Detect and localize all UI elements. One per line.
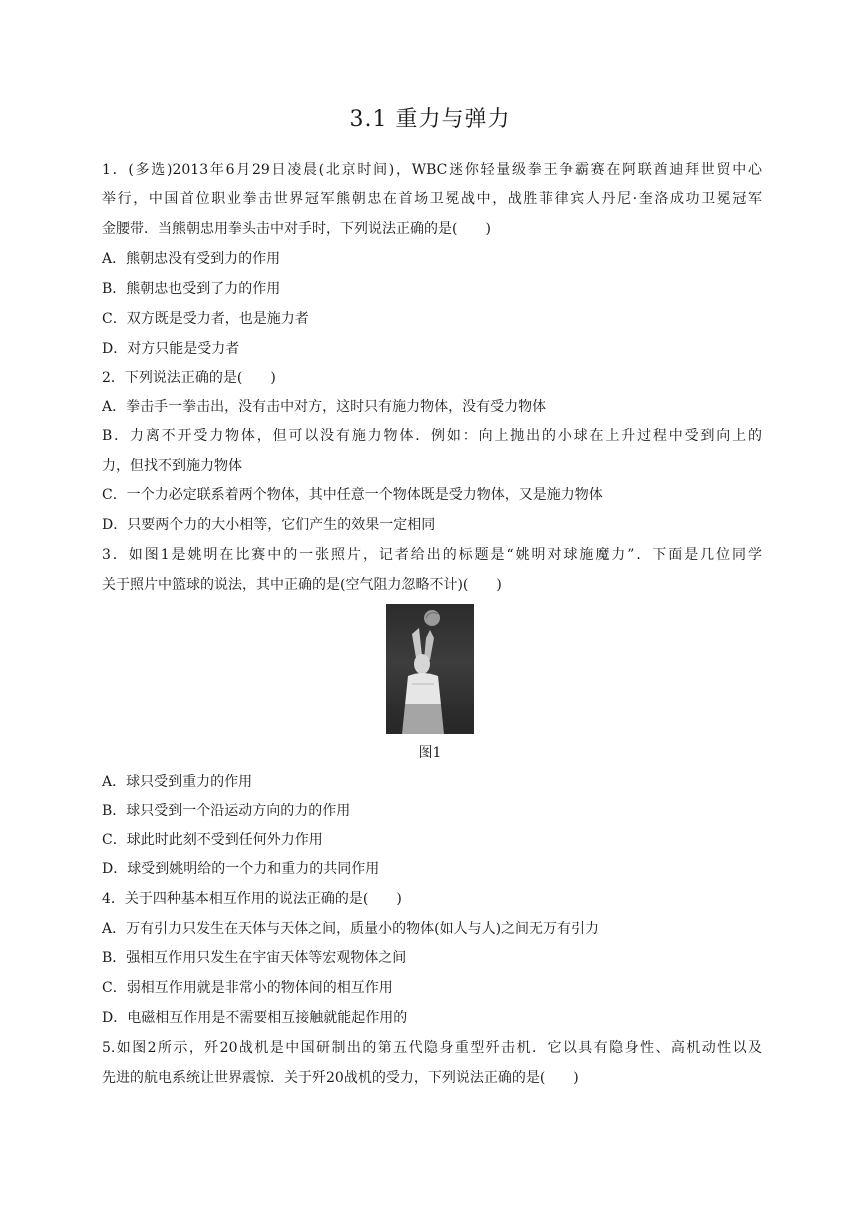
question-2-option-a: A．拳击手一拳击出，没有击中对方，这时只有施力物体，没有受力物体 <box>102 399 547 415</box>
question-4-option-b: B．强相互作用只发生在宇宙天体等宏观物体之间 <box>102 950 407 966</box>
question-2-option-b-line-1: B．力离不开受力物体，但可以没有施力物体．例如：向上抛出的小球在上升过程中受到向上的 <box>102 428 762 444</box>
question-1-option-a: A．熊朝忠没有受到力的作用 <box>102 251 281 267</box>
question-4-option-a: A．万有引力只发生在天体与天体之间，质量小的物体(如人与人)之间无万有引力 <box>102 921 600 937</box>
question-2-option-d: D．只要两个力的大小相等，它们产生的效果一定相同 <box>102 517 436 533</box>
question-1-stem-line-1: 1．(多选)2013年6月29日凌晨(北京时间)，WBC迷你轻量级拳王争霸赛在阿联酋迪拜世贸中心 <box>102 162 762 178</box>
basketball-player-photo <box>386 604 474 734</box>
figure-1-caption: 图1 <box>418 745 442 761</box>
question-1-option-c: C．双方既是受力者，也是施力者 <box>102 311 309 327</box>
question-3-stem-line-1: 3．如图1是姚明在比赛中的一张照片，记者给出的标题是“姚明对球施魔力”．下面是几位同学 <box>102 547 762 563</box>
question-4-option-d: D．电磁相互作用是不需要相互接触就能起作用的 <box>102 1010 408 1026</box>
question-3-option-c: C．球此时此刻不受到任何外力作用 <box>102 832 323 848</box>
player-shooting-illustration <box>386 604 474 734</box>
question-2-option-c: C．一个力必定联系着两个物体，其中任意一个物体既是受力物体，又是施力物体 <box>102 487 603 503</box>
question-3-option-d: D．球受到姚明给的一个力和重力的共同作用 <box>102 861 380 877</box>
question-2-stem: 2．下列说法正确的是( ) <box>102 370 276 386</box>
page-title: 3.1 重力与弹力 <box>349 107 511 132</box>
question-3-stem-line-2: 关于照片中篮球的说法，其中正确的是(空气阻力忽略不计)( ) <box>102 577 502 593</box>
question-5-stem-line-1: 5.如图2所示，歼20战机是中国研制出的第五代隐身重型歼击机．它以具有隐身性、高机动性以及 <box>102 1040 762 1056</box>
question-4-stem: 4．关于四种基本相互作用的说法正确的是( ) <box>102 891 402 907</box>
question-5-stem-line-2: 先进的航电系统让世界震惊．关于歼20战机的受力，下列说法正确的是( ) <box>102 1070 579 1086</box>
question-3-option-b: B．球只受到一个沿运动方向的力的作用 <box>102 803 351 819</box>
question-4-option-c: C．弱相互作用就是非常小的物体间的相互作用 <box>102 980 393 996</box>
question-1-stem-line-2: 举行，中国首位职业拳击世界冠军熊朝忠在首场卫冕战中，战胜菲律宾人丹尼·奎洛成功卫冕冠军 <box>102 191 762 207</box>
question-1-stem-line-3: 金腰带．当熊朝忠用拳头击中对手时，下列说法正确的是( ) <box>102 221 491 237</box>
question-2-option-b-line-2: 力，但找不到施力物体 <box>102 458 242 474</box>
question-1-option-b: B．熊朝忠也受到了力的作用 <box>102 281 281 297</box>
question-1-option-d: D．对方只能是受力者 <box>102 341 240 357</box>
question-3-option-a: A．球只受到重力的作用 <box>102 774 253 790</box>
